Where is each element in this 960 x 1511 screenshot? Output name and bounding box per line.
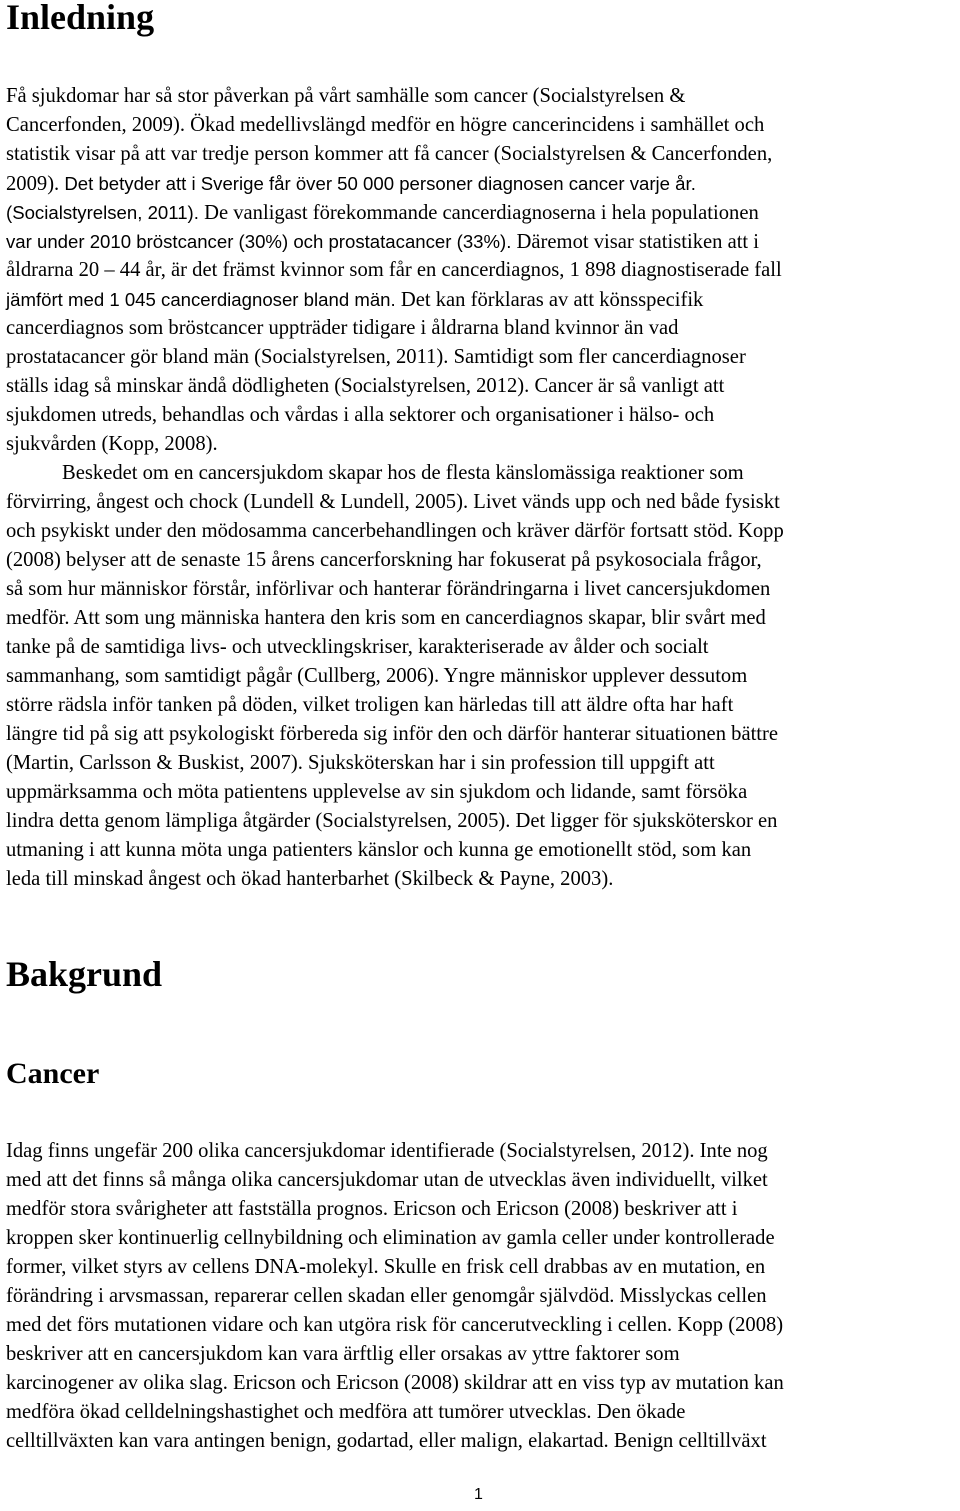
- text-line: lindra detta genom lämpliga åtgärder (Socialstyrelsen, 2005). Det ligger för sjuksköterskor en: [6, 810, 778, 832]
- intro-paragraph-1: [6, 82, 958, 459]
- text-segment: (Socialstyrelsen, 2011).: [6, 202, 205, 223]
- text-line: leda till minskad ångest och ökad hanterbarhet (Skilbeck & Payne, 2003).: [6, 868, 614, 890]
- text-segment: De vanligast förekommande cancerdiagnoserna i hela populationen: [204, 202, 759, 224]
- text-line: åldrarna 20 – 44 år, är det främst kvinnor som får en cancerdiagnos, 1 898 diagnostiserade fall: [6, 259, 782, 281]
- text-line: statistik visar på att var tredje person kommer att få cancer (Socialstyrelsen & Cancerfonden,: [6, 143, 773, 165]
- text-line: sammanhang, som samtidigt pågår (Cullberg, 2006). Yngre människor upplever dessutom: [6, 665, 748, 687]
- text-line: längre tid på sig att psykologiskt förbereda sig inför den och därför hanterar situationen bättre: [6, 723, 779, 745]
- text-segment: 2009).: [6, 173, 65, 195]
- text-line: förvirring, ångest och chock (Lundell & Lundell, 2005). Livet vänds upp och ned både fysiskt: [6, 491, 780, 513]
- text-line: [6, 169, 958, 198]
- page-number: 1: [474, 1486, 483, 1503]
- text-line: beskriver att en cancersjukdom kan vara ärftlig eller orsakas av yttre faktorer som: [6, 1343, 680, 1365]
- text-line: sjukdomen utreds, behandlas och vårdas i alla sektorer och organisationer i hälso- och: [6, 404, 715, 426]
- text-line: kroppen sker kontinuerlig cellnybildning och elimination av gamla celler under kontrollerade: [6, 1227, 775, 1249]
- text-line: förändring i arvsmassan, reparerar cellen skadan eller genomgår självdöd. Misslyckas cellen: [6, 1285, 767, 1307]
- text-line: ställs idag så minskar ändå dödligheten (Socialstyrelsen, 2012). Cancer är så vanligt att: [6, 375, 725, 397]
- heading-cancer: Cancer: [6, 1057, 100, 1090]
- text-line: cancerdiagnos som bröstcancer uppträder tidigare i åldrarna bland kvinnor än vad: [6, 317, 679, 339]
- text-segment: jämfört med 1 045 cancerdiagnoser bland män.: [6, 289, 396, 310]
- text-segment: Däremot visar statistiken att i: [511, 231, 760, 253]
- text-line: medföra ökad celldelningshastighet och medföra att tumörer utvecklas. Den ökade: [6, 1401, 686, 1423]
- text-line: utmaning i att kunna möta unga patienters känslor och kunna ge emotionellt stöd, som kan: [6, 839, 752, 861]
- text-segment: var under 2010 bröstcancer (30%) och prostatacancer (33%).: [6, 231, 512, 252]
- text-line: (Martin, Carlsson & Buskist, 2007). Sjuksköterskan har i sin profession till uppgift att: [6, 752, 715, 774]
- text-line: Cancerfonden, 2009). Ökad medellivslängd medför en högre cancerincidens i samhället och: [6, 114, 765, 136]
- text-segment: Det kan förklaras av att könsspecifik: [395, 289, 704, 311]
- text-line: celltillväxten kan vara antingen benign, godartad, eller malign, elakartad. Benign celltillväxt: [6, 1430, 767, 1452]
- text-line: sjukvården (Kopp, 2008).: [6, 433, 218, 455]
- text-line: så som hur människor förstår, införlivar och hanterar förändringarna i livet cancersjukdomen: [6, 578, 771, 600]
- text-line: Beskedet om en cancersjukdom skapar hos de flesta känslomässiga reaktioner som: [62, 462, 744, 484]
- text-line: former, vilket styrs av cellens DNA-molekyl. Skulle en frisk cell drabbas av en mutation, en: [6, 1256, 766, 1278]
- text-line: medför stora svårigheter att fastställa prognos. Ericson och Ericson (2008) beskriver att i: [6, 1198, 738, 1220]
- text-line: [6, 198, 958, 227]
- text-line: Idag finns ungefär 200 olika cancersjukdomar identifierade (Socialstyrelsen, 2012). Inte nog: [6, 1140, 768, 1162]
- cancer-paragraph-1: [6, 1137, 958, 1456]
- text-line: uppmärksamma och möta patientens upplevelse av sin sjukdom och lidande, samt försöka: [6, 781, 748, 803]
- text-segment: Det betyder att i Sverige får över 50 000 personer diagnosen cancer varje år.: [64, 173, 696, 194]
- text-line: med att det finns så många olika cancersjukdomar utan de utvecklas även individuellt, vilket: [6, 1169, 768, 1191]
- text-line: medför. Att som ung människa hantera den kris som en cancerdiagnos skapar, blir svårt med: [6, 607, 766, 629]
- text-line: tanke på de samtidiga livs- och utvecklingskriser, karakteriserade av ålder och socialt: [6, 636, 709, 658]
- text-line: karcinogener av olika slag. Ericson och Ericson (2008) skildrar att en viss typ av mutation kan: [6, 1372, 784, 1394]
- text-line: med det förs mutationen vidare och kan utgöra risk för cancerutveckling i cellen. Kopp (2008): [6, 1314, 784, 1336]
- text-line: större rädsla inför tanken på döden, vilket troligen kan härledas till att äldre ofta har haft: [6, 694, 734, 716]
- text-line: prostatacancer gör bland män (Socialstyrelsen, 2011). Samtidigt som fler cancerdiagnoser: [6, 346, 746, 368]
- heading-inledning: Inledning: [6, 0, 155, 37]
- heading-bakgrund: Bakgrund: [6, 954, 163, 994]
- text-line: [6, 227, 958, 256]
- text-line: (2008) belyser att de senaste 15 årens cancerforskning har fokuserat på psykosociala frågor,: [6, 549, 762, 571]
- text-line: [6, 285, 958, 314]
- text-line: och psykiskt under den mödosamma cancerbehandlingen och kräver därför fortsatt stöd. Kopp: [6, 520, 784, 542]
- intro-paragraph-2: [6, 459, 958, 894]
- text-line: Få sjukdomar har så stor påverkan på vårt samhälle som cancer (Socialstyrelsen &: [6, 85, 686, 107]
